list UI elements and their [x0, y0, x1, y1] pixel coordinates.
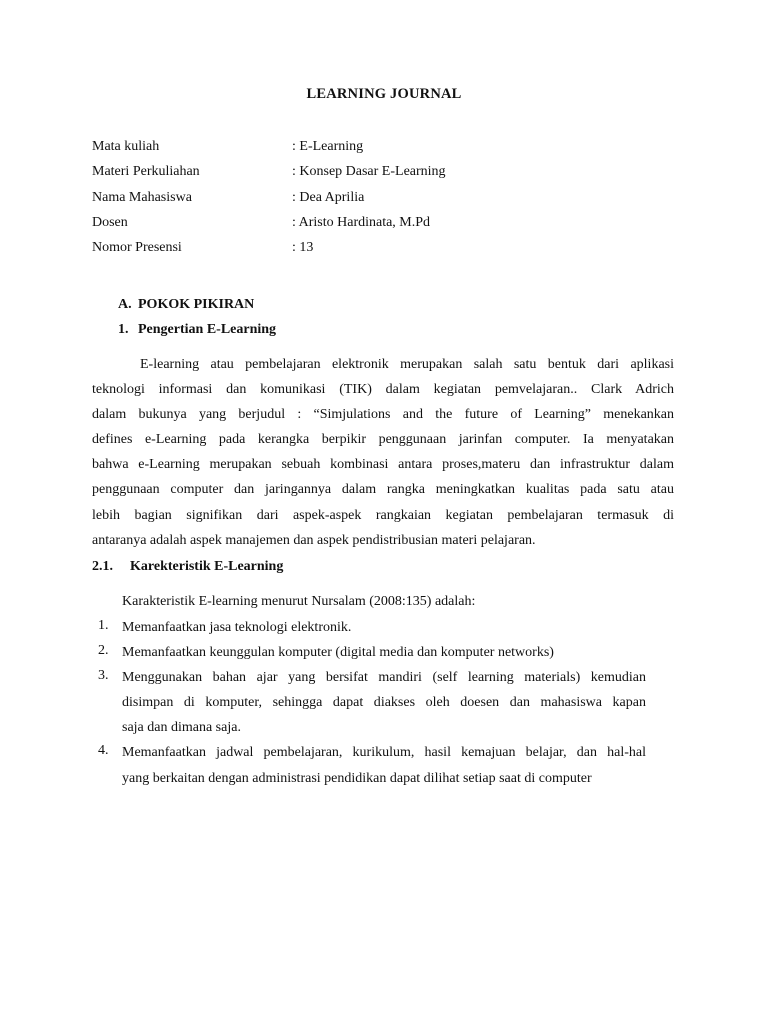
info-label: Nama Mahasiswa — [92, 189, 192, 205]
list-line: yang berkaitan dengan administrasi pendidikan dapat dilihat setiap saat di computer — [122, 770, 592, 786]
paragraph-line: lebih bagian signifikan dari aspek-aspek rangkaian kegiatan pembelajaran termasuk di — [92, 507, 674, 523]
section-title: POKOK PIKIRAN — [138, 297, 255, 312]
info-value: : 13 — [292, 240, 314, 256]
list-item — [98, 643, 646, 668]
subsection-number: 2.1. — [92, 559, 113, 574]
info-label: Mata kuliah — [92, 139, 160, 154]
info-row-nomor-presensi — [92, 238, 446, 263]
list-line: Memanfaatkan keunggulan komputer (digital media dan komputer networks) — [122, 645, 554, 661]
info-row-materi-perkuliahan — [92, 162, 446, 187]
paragraph-line: antaranya adalah aspek manajemen dan aspek pendistribusian materi pelajaran. — [92, 532, 536, 548]
list-number: 2. — [98, 643, 109, 659]
subsection-title: Pengertian E-Learning — [138, 322, 277, 337]
info-value: : Dea Aprilia — [292, 189, 365, 205]
subsection-number: 1. — [118, 322, 129, 337]
info-label: Materi Perkuliahan — [92, 164, 200, 180]
info-value: : Konsep Dasar E-Learning — [292, 164, 446, 180]
paragraph-line: bahwa e-Learning merupakan sebuah kombinasi antara proses,materu dan infrastruktur dalam — [92, 457, 674, 473]
list-number: 1. — [98, 618, 109, 633]
list-item — [98, 618, 646, 643]
section-number: A. — [118, 297, 132, 312]
info-row-nama-mahasiswa — [92, 188, 446, 213]
list-number: 3. — [98, 668, 109, 684]
info-row-dosen — [92, 213, 446, 238]
subsection-title: Karekteristik E-Learning — [130, 559, 284, 574]
list-number: 4. — [98, 743, 109, 759]
characteristics-list — [98, 618, 646, 794]
paragraph-line: dalam bukunya yang berjudul : “Simjulations and the future of Learning” menekankan — [92, 407, 674, 423]
subsection-heading-2-1 — [92, 559, 283, 575]
list-line: Memanfaatkan jadwal pembelajaran, kurikulum, hasil kemajuan belajar, dan hal-hal — [122, 745, 646, 761]
info-row-mata-kuliah — [92, 137, 446, 162]
info-label: Dosen — [92, 214, 128, 230]
section-heading-a — [118, 297, 254, 313]
body-paragraph — [92, 355, 674, 556]
subsection-heading-1 — [118, 322, 276, 338]
list-intro: Karakteristik E-learning menurut Nursalam (2008:135) adalah: — [122, 594, 476, 609]
info-label: Nomor Presensi — [92, 240, 182, 256]
paragraph-line: penggunaan computer dan jaringannya dalam rangka meningkatkan kualitas pada satu atau — [92, 482, 674, 498]
info-value: : Aristo Hardinata, M.Pd — [292, 214, 431, 230]
list-line: Memanfaatkan jasa teknologi elektronik. — [122, 620, 352, 635]
document-title: LEARNING JOURNAL — [306, 86, 462, 102]
list-line: saja dan dimana saja. — [122, 720, 241, 736]
info-table — [92, 137, 446, 263]
info-value: : E-Learning — [292, 139, 364, 154]
list-item — [98, 668, 646, 743]
paragraph-line: teknologi informasi dan komunikasi (TIK) dalam kegiatan pemvelajaran.. Clark Adrich — [92, 382, 674, 398]
paragraph-line: E-learning atau pembelajaran elektronik merupakan salah satu bentuk dari aplikasi — [140, 357, 674, 372]
list-line: disimpan di komputer, sehingga dapat diakses oleh doesen dan mahasiswa kapan — [122, 695, 646, 711]
list-item — [98, 743, 646, 793]
paragraph-line: defines e-Learning pada kerangka berpikir penggunaan jarinfan computer. Ia menyatakan — [92, 432, 674, 448]
list-line: Menggunakan bahan ajar yang bersifat mandiri (self learning materials) kemudian — [122, 670, 646, 686]
